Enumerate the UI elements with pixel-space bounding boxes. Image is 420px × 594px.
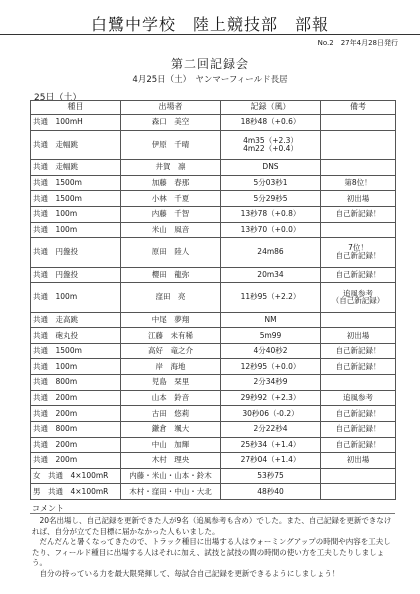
record-cell	[221, 359, 321, 375]
record-line: 12秒95（+0.0）	[240, 361, 301, 371]
athlete-cell: 木村・窪田・中山・大北	[121, 484, 221, 500]
athlete-cell: 米山 風音	[121, 222, 221, 238]
note-line: 初出場	[346, 330, 370, 340]
record-cell	[221, 222, 321, 238]
note-cell	[321, 453, 396, 469]
note-cell	[321, 359, 396, 375]
event-cell: 共通 100mH	[31, 115, 121, 131]
record-line: 5m99	[259, 330, 282, 340]
record-cell	[221, 283, 321, 312]
table-row	[31, 115, 396, 131]
note-cell	[321, 222, 396, 238]
record-line: 48秒40	[257, 486, 284, 496]
note-cell	[321, 421, 396, 437]
athlete-cell: 岸 海地	[121, 359, 221, 375]
note-cell	[321, 130, 396, 159]
table-row	[31, 191, 396, 207]
event-cell: 共通 走高跳	[31, 312, 121, 328]
record-line: 13秒78（+0.8）	[240, 209, 301, 219]
column-header-event: 種目	[31, 101, 121, 115]
record-cell	[221, 267, 321, 283]
record-cell	[221, 406, 321, 422]
record-cell	[221, 343, 321, 359]
table-row	[31, 484, 396, 500]
event-cell: 共通 100m	[31, 283, 121, 312]
comment-body	[32, 516, 394, 579]
meet-date: 4月25日（土）	[132, 75, 187, 85]
record-line: 20m34	[257, 269, 284, 279]
note-line: 自己新記録！	[335, 361, 381, 371]
note-line: 第8位！	[344, 178, 372, 188]
issue-info: No.2 27年4月28日発行	[317, 39, 398, 47]
record-line: NM	[264, 314, 277, 324]
note-line: 自己新記録！	[335, 209, 381, 219]
column-header-record: 記録（風）	[221, 101, 321, 115]
athlete-cell: 原田 陸人	[121, 238, 221, 267]
table-row	[31, 206, 396, 222]
table-row	[31, 437, 396, 453]
athlete-cell: 加藤 春那	[121, 175, 221, 191]
table-row	[31, 468, 396, 484]
note-line: 自己新記録！	[335, 346, 381, 356]
event-cell: 共通 円盤投	[31, 267, 121, 283]
note-cell	[321, 175, 396, 191]
meet-venue: ヤンマーフィールド長居	[195, 75, 288, 85]
results-table	[30, 100, 396, 500]
event-cell: 共通 200m	[31, 390, 121, 406]
day-label: 25日（土）	[34, 93, 82, 103]
record-line: 18秒48（+0.6）	[240, 117, 301, 127]
note-cell	[321, 191, 396, 207]
table-header-row	[31, 101, 396, 115]
note-line: 自己新記録！	[335, 424, 381, 434]
record-line: 4m35（+2.3）	[243, 135, 298, 145]
event-cell: 男 共通 4×100mR	[31, 484, 121, 500]
record-line: 4m22（+0.4）	[243, 143, 298, 153]
note-line: 自己新記録！	[335, 408, 381, 418]
event-cell: 共通 800m	[31, 421, 121, 437]
table-row	[31, 343, 396, 359]
athlete-cell: 櫻田 龍弥	[121, 267, 221, 283]
note-line: 自己新記録！	[335, 251, 381, 261]
athlete-cell: 古田 悠莉	[121, 406, 221, 422]
athlete-cell: 内藤 千智	[121, 206, 221, 222]
table-row	[31, 238, 396, 267]
record-line: 5分29秒5	[253, 193, 288, 203]
record-cell	[221, 238, 321, 267]
event-cell: 共通 円盤投	[31, 238, 121, 267]
record-line: 24m86	[257, 247, 284, 257]
event-cell: 共通 200m	[31, 453, 121, 469]
note-cell	[321, 283, 396, 312]
column-header-athlete: 出場者	[121, 101, 221, 115]
record-cell	[221, 328, 321, 344]
table-row	[31, 406, 396, 422]
comment-paragraph: 自分の持っている力を最大限発揮して、毎試合自己記録を更新できるようにしましょう！	[32, 568, 340, 578]
comment-paragraph: だんだんと暑くなってきたので、トラック種目に出場する人はウォーミングアップの時間や内容を工夫したり、フィールド種目に出場する人はそれに加え、試技と試技の間の時間の使い方を工夫したりしましょう。	[32, 537, 391, 567]
record-cell	[221, 484, 321, 500]
table-row	[31, 130, 396, 159]
event-cell: 共通 800m	[31, 375, 121, 391]
meet-title: 第二回記録会	[170, 57, 249, 71]
record-line: DNS	[262, 162, 279, 172]
athlete-cell: 木村 理央	[121, 453, 221, 469]
table-row	[31, 175, 396, 191]
table-row	[31, 359, 396, 375]
event-cell: 共通 1500m	[31, 175, 121, 191]
record-cell	[221, 468, 321, 484]
athlete-cell: 高好 竜之介	[121, 343, 221, 359]
table-row	[31, 453, 396, 469]
note-cell	[321, 206, 396, 222]
event-cell: 共通 1500m	[31, 343, 121, 359]
event-cell: 共通 走幅跳	[31, 130, 121, 159]
note-line: 追風参考	[343, 288, 373, 298]
newsletter-title: 白鷺中学校 陸上競技部 部報	[90, 15, 329, 34]
event-cell: 共通 200m	[31, 437, 121, 453]
meet-date-venue	[0, 73, 420, 85]
record-cell	[221, 437, 321, 453]
record-line: 25秒34（+1.4）	[240, 439, 301, 449]
note-cell	[321, 238, 396, 267]
note-cell	[321, 375, 396, 391]
event-cell: 共通 100m	[31, 359, 121, 375]
note-cell	[321, 267, 396, 283]
record-line: 30秒06（-0.2）	[242, 408, 299, 418]
table-row	[31, 312, 396, 328]
note-cell	[321, 328, 396, 344]
record-line: 53秒75	[257, 471, 284, 481]
record-line: 11秒95（+2.2）	[240, 292, 301, 302]
athlete-cell: 中尾 夢翔	[121, 312, 221, 328]
athlete-cell: 内藤・米山・山本・鈴木	[121, 468, 221, 484]
note-line: （自己新記録）	[331, 296, 385, 306]
record-line: 29秒92（+2.3）	[240, 393, 301, 403]
table-row	[31, 160, 396, 176]
comment-paragraph: 20名出場し、自己記録を更新できた人が9名（追風参考も含め）でした。また、自己記録を更新できなければ、自分が立てた目標に届かなかった人もいました。	[32, 516, 392, 536]
event-cell: 共通 100m	[31, 206, 121, 222]
record-line: 13秒70（+0.0）	[240, 224, 301, 234]
record-cell	[221, 191, 321, 207]
comment-heading: コメント	[32, 504, 64, 513]
record-cell	[221, 160, 321, 176]
athlete-cell: 江藤 未有稀	[121, 328, 221, 344]
record-cell	[221, 312, 321, 328]
table-row	[31, 390, 396, 406]
results-body	[31, 115, 396, 500]
event-cell: 共通 砲丸投	[31, 328, 121, 344]
table-row	[31, 375, 396, 391]
athlete-cell: 井賀 凛	[121, 160, 221, 176]
record-cell	[221, 375, 321, 391]
athlete-cell: 中山 加輝	[121, 437, 221, 453]
record-line: 2分34秒9	[253, 377, 288, 387]
record-cell	[221, 421, 321, 437]
note-line: 初出場	[346, 455, 370, 465]
note-line: 自己新記録！	[335, 269, 381, 279]
comment-divider	[30, 513, 395, 514]
event-cell: 共通 1500m	[31, 191, 121, 207]
note-line: 初出場	[346, 193, 370, 203]
record-cell	[221, 130, 321, 159]
title-divider	[0, 34, 420, 35]
table-row	[31, 328, 396, 344]
athlete-cell: 鎌倉 颯大	[121, 421, 221, 437]
athlete-cell: 窪田 亮	[121, 283, 221, 312]
note-cell	[321, 484, 396, 500]
record-line: 27秒04（+1.4）	[240, 455, 301, 465]
note-cell	[321, 437, 396, 453]
note-cell	[321, 160, 396, 176]
table-row	[31, 222, 396, 238]
record-cell	[221, 115, 321, 131]
note-cell	[321, 390, 396, 406]
record-cell	[221, 206, 321, 222]
record-line: 2分22秒4	[253, 424, 288, 434]
athlete-cell: 伊原 千晴	[121, 130, 221, 159]
record-cell	[221, 175, 321, 191]
table-row	[31, 421, 396, 437]
note-line: 追風参考	[343, 393, 373, 403]
event-cell: 共通 100m	[31, 222, 121, 238]
column-header-note: 備考	[321, 101, 396, 115]
note-line: 7位！	[348, 243, 368, 253]
record-cell	[221, 390, 321, 406]
note-cell	[321, 115, 396, 131]
record-line: 4分40秒2	[253, 346, 288, 356]
event-cell: 共通 走幅跳	[31, 160, 121, 176]
event-cell: 共通 200m	[31, 406, 121, 422]
record-cell	[221, 453, 321, 469]
athlete-cell: 児島 栞里	[121, 375, 221, 391]
athlete-cell: 山本 鈴音	[121, 390, 221, 406]
note-cell	[321, 343, 396, 359]
note-line: 自己新記録！	[335, 439, 381, 449]
note-cell	[321, 312, 396, 328]
note-cell	[321, 406, 396, 422]
athlete-cell: 森口 美空	[121, 115, 221, 131]
athlete-cell: 小林 千夏	[121, 191, 221, 207]
table-row	[31, 283, 396, 312]
table-row	[31, 267, 396, 283]
record-line: 5分03秒1	[253, 178, 288, 188]
event-cell: 女 共通 4×100mR	[31, 468, 121, 484]
note-cell	[321, 468, 396, 484]
